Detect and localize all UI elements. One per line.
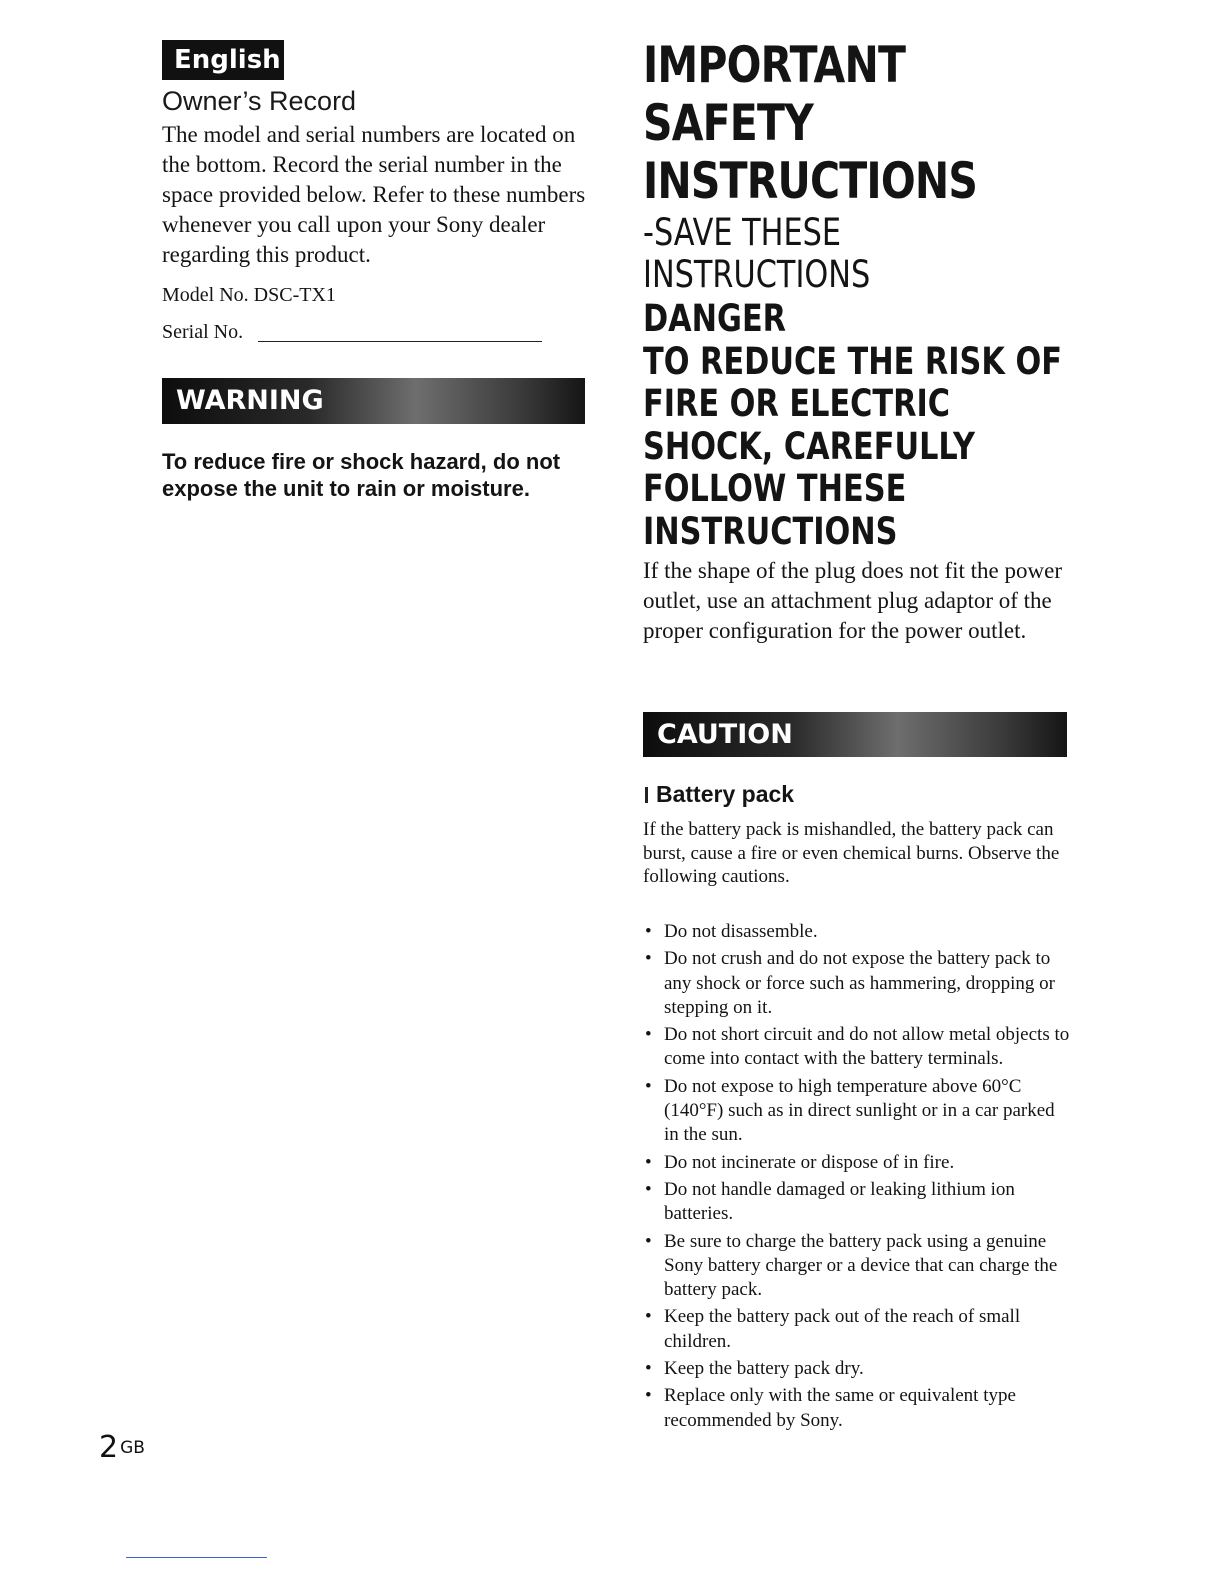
save-instructions-heading [643,212,1102,296]
list-item: • Do not expose to high temperature above 60°C (140°F) such as in direct sunlight or in a car parked in the sun. [643,1075,1073,1148]
important-safety-heading [643,36,1151,210]
page-number-suffix: GB [120,1438,145,1458]
list-item: • Keep the battery pack out of the reach of small children. [643,1305,1073,1354]
caution-bar: CAUTION [643,712,1067,757]
save-line: -SAVE THESE [643,211,842,254]
section-marker-icon [645,787,648,803]
list-item: • Do not handle damaged or leaking lithium ion batteries. [643,1178,1073,1227]
danger-line: TO REDUCE THE RISK OF [643,339,1062,383]
page-number [99,1428,145,1468]
list-item: • Replace only with the same or equivalent type recommended by Sony. [643,1384,1073,1433]
list-item: • Do not crush and do not expose the battery pack to any shock or force such as hammering, dropping or stepping on it. [643,947,1073,1020]
model-number: Model No. DSC-TX1 [162,284,336,306]
battery-pack-intro: If the battery pack is mishandled, the battery pack can burst, cause a fire or even chemical burns. Observe the following cautions. [643,819,1060,887]
danger-line: SHOCK, CAREFULLY [643,424,976,468]
save-line: INSTRUCTIONS [643,253,871,296]
plug-instructions: If the shape of the plug does not fit the power outlet, use an attachment plug adaptor of the proper configuration for the power outlet. [643,558,1062,643]
warning-text: To reduce fire or shock hazard, do not expose the unit to rain or moisture. [162,449,561,501]
battery-caution-list [643,920,1073,1436]
danger-line: DANGER [643,297,787,340]
list-item: • Do not disassemble. [643,920,1073,944]
heading-line: IMPORTANT [643,36,906,94]
serial-number-blank-line [258,341,542,342]
list-item: • Be sure to charge the battery pack using a genuine Sony battery charger or a device that can charge the battery pack. [643,1230,1073,1303]
heading-line: SAFETY [643,94,814,152]
language-tab: English [162,40,284,80]
battery-pack-heading-text: Battery pack [656,781,795,807]
list-item: • Do not incinerate or dispose of in fire. [643,1151,1073,1175]
battery-pack-heading [645,779,794,809]
danger-heading [643,298,1102,553]
danger-line: INSTRUCTIONS [643,509,898,553]
danger-line: FOLLOW THESE [643,467,907,510]
owners-record-body: The model and serial numbers are located on the bottom. Record the serial number in the space provided below. Refer to these numbers whenever you call upon your Sony dealer regarding this product. [162,122,586,267]
list-item: • Keep the battery pack dry. [643,1357,1073,1381]
danger-line: FIRE OR ELECTRIC [643,382,951,425]
heading-line: INSTRUCTIONS [643,152,978,210]
serial-number-label: Serial No. [162,321,244,343]
owners-record-title: Owner’s Record [162,86,357,116]
footer-rule [126,1557,267,1558]
page-number-digit: 2 [99,1430,119,1465]
warning-bar: WARNING [162,378,585,424]
list-item: • Do not short circuit and do not allow metal objects to come into contact with the battery terminals. [643,1023,1073,1072]
